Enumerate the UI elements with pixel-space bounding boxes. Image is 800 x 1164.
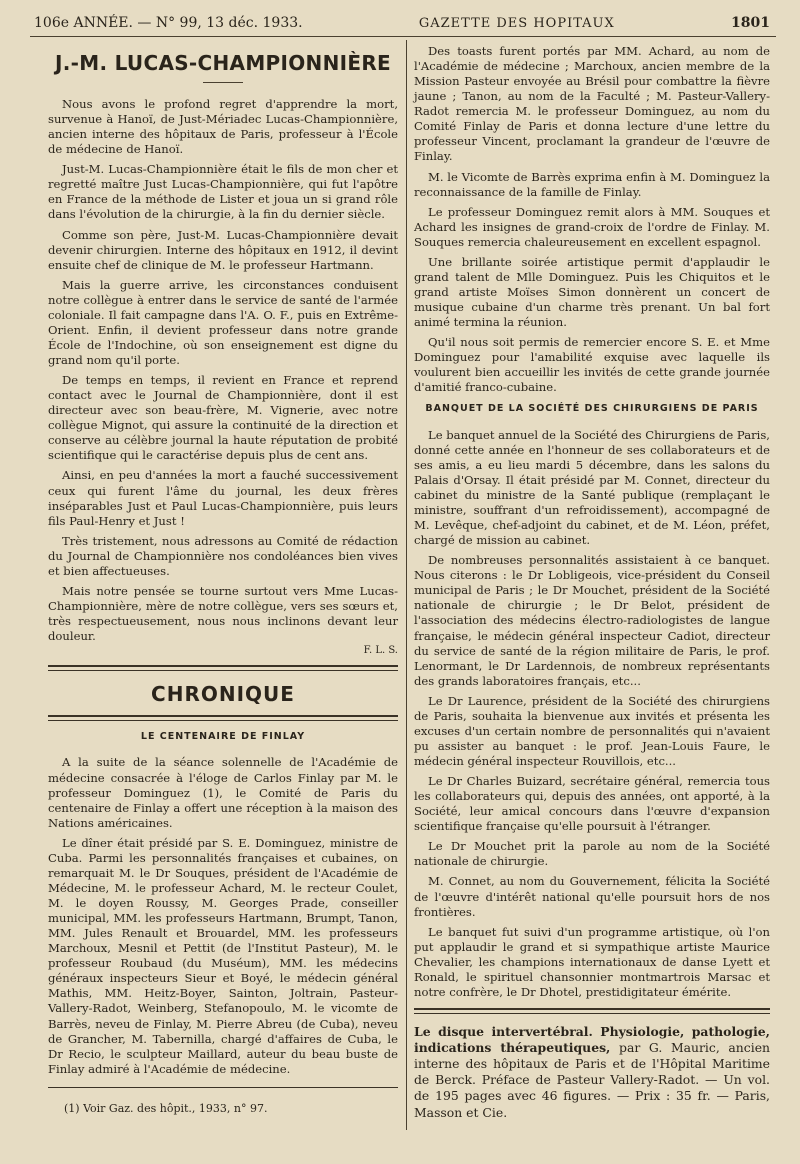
book-title: Le disque intervertébral. Physiologie, pathologie, indications thérapeutiques, xyxy=(414,1023,770,1056)
finlay-paragraph: Des toasts furent portés par MM. Achard, au nom de l'Académie de médecine ; Marchoux, ancien membre de la Mission Pasteur envoyée au Brésil pour combattre la fièvre jaune ; Tanon, au nom de la Faculté ; M. Pasteur-Vallery-Radot remercia M. le professeur Dominguez, au nom du Comité Finlay de Paris et donna lecture d'une lettre du professeur Vincent, proclamant la grandeur de l'œuvre de Finlay. xyxy=(414,44,770,164)
obit-paragraph: Mais la guerre arrive, les circonstances conduisent notre collègue à entrer dans le service de santé de l'armée coloniale. Il fait campagne dans l'A. O. F., puis en Extrême-Orient. Enfin, il devient professeur dans notre grande École de l'Indochine, où son enseignement est digne du grand nom qu'il porte. xyxy=(48,277,398,367)
section-rule xyxy=(414,1008,770,1014)
left-column xyxy=(48,44,398,1116)
finlay-paragraph: Qu'il nous soit permis de remercier encore S. E. et Mme Dominguez pour l'amabilité exquise avec laquelle ils voulurent bien accueillir les invités de cette grande journée d'amitié franco-cubaine. xyxy=(414,335,770,395)
obituary-title: J.-M. LUCAS-CHAMPIONNIÈRE xyxy=(55,51,391,75)
finlay-heading: LE CENTENAIRE DE FINLAY xyxy=(140,731,306,743)
issue-info: 106e ANNÉE. — N° 99, 13 déc. 1933. xyxy=(34,15,303,31)
column-divider xyxy=(406,40,407,1130)
obit-paragraph: Ainsi, en peu d'années la mort a fauché successivement ceux qui furent l'âme du journal, les deux frères inséparables Just et Paul Lucas-Championnière, puis leurs fils Paul-Henry et Just ! xyxy=(48,468,398,528)
finlay-paragraph: A la suite de la séance solennelle de l'Académie de médecine consacrée à l'éloge de Carlos Finlay par M. le professeur Dominguez (1), le Comité de Paris du centenaire de Finlay a offert une réception à la maison des Nations américaines. xyxy=(48,755,398,830)
banquet-paragraph: M. Connet, au nom du Gouvernement, félicita la Société de l'œuvre d'intérêt national qu'elle poursuit hors de nos frontières. xyxy=(414,874,770,919)
finlay-paragraph: Le professeur Dominguez remit alors à MM. Souques et Achard les insignes de grand-croix de l'ordre de Finlay. M. Souques remercia chaleureusement en excellent espagnol. xyxy=(414,204,770,249)
banquet-paragraph: De nombreuses personnalités assistaient à ce banquet. Nous citerons : le Dr Lobligeois, vice-président du Conseil municipal de Paris ; le Dr Mouchet, président de la Société nationale de chirurgie ; le Dr Belot, président de l'association des médecins électro-radiologistes de langue française, le médecin général inspecteur Cadiot, directeur du service de santé de la région militaire de Paris, le prof. Lenormant, le Dr Lardennois, de nombreux représentants des grands laboratoires français, etc... xyxy=(414,553,770,688)
obit-paragraph: Mais notre pensée se tourne surtout vers Mme Lucas-Championnière, mère de notre collègue, vers ses sœurs et, très respectueusement, nous nous inclinons devant leur douleur. xyxy=(48,583,398,644)
right-column xyxy=(414,44,770,1121)
obit-paragraph: Comme son père, Just-M. Lucas-Championnière devait devenir chirurgien. Interne des hôpitaux en 1912, il devint ensuite chef de clinique de M. le professeur Hartmann. xyxy=(48,227,398,272)
footnote: (1) Voir Gaz. des hôpit., 1933, n° 97. xyxy=(64,1101,268,1115)
banquet-paragraph: Le banquet annuel de la Société des Chirurgiens de Paris, donné cette année en l'honneur de ses collaborateurs et de ses amis, a eu lieu mardi 5 décembre, dans les salons du Palais d'Orsay. Il était présidé par M. Connet, directeur du cabinet du ministre de la Santé publique (remplaçant le ministre, souffrant d'un refroidissement), accompagné de M. Levêque, chef-adjoint du cabinet, et de M. Léon, préfet, chargé de mission au cabinet. xyxy=(414,427,770,548)
finlay-paragraph: Le dîner était présidé par S. E. Dominguez, ministre de Cuba. Parmi les personnalités françaises et cubaines, on remarquait M. le Dr Souques, président de l'Académie de Médecine, M. le professeur Achard, M. le recteur Coulet, M. le doyen Roussy, M. Georges Prade, conseiller municipal, MM. les professeurs Hartmann, Brumpt, Tanon, MM. Jules Renault et Brouardel, MM. les professeurs Marchoux, Mesnil et Pettit (de l'Institut Pasteur), M. le professeur Roubaud (du Muséum), MM. les médecins généraux inspecteurs Sieur et Boyé, le médecin général Mathis, MM. Heitz-Boyer, Sainton, Joltrain, Pasteur-Vallery-Radot, Weinberg, Stefanopoulo, M. le vicomte de Barrès, neveu de Finlay, M. Pierre Abreu (de Cuba), neveu de Grancher, M. Tabernilla, chargé d'affaires de Cuba, le Dr Recio, le sculpteur Maillard, auteur du beau buste de Finlay admiré à l'Académie de médecine. xyxy=(48,835,398,1076)
title-ornament xyxy=(203,82,243,83)
finlay-paragraph: M. le Vicomte de Barrès exprima enfin à M. Dominguez la reconnaissance de la famille de Finlay. xyxy=(414,169,770,199)
obituary-signature: F. L. S. xyxy=(363,645,398,657)
book-details: par G. Mauric, ancien interne des hôpitaux de Paris et de l'Hôpital Maritime de Berck. Préface de Pasteur Vallery-Radot. — Un vol. de 195 pages avec 46 figures. — Prix : 35 fr. — Paris, Masson et Cie. xyxy=(414,1040,771,1120)
obit-paragraph: Nous avons le profond regret d'apprendre la mort, survenue à Hanoï, de Just-Mériadec Lucas-Championnière, ancien interne des hôpitaux de Paris, professeur à l'École de médecine de Hanoï. xyxy=(48,97,398,157)
chronicle-heading: CHRONIQUE xyxy=(151,682,295,707)
page-number: 1801 xyxy=(731,15,770,31)
banquet-paragraph: Le Dr Laurence, président de la Société des chirurgiens de Paris, souhaita la bienvenue aux invités et présenta les excuses d'un certain nombre de personnalités qui n'avaient pu assister au banquet : le prof. Jean-Louis Faure, le médecin général inspecteur Rouvillois, etc... xyxy=(414,693,770,769)
publication-name: GAZETTE DES HOPITAUX xyxy=(418,15,615,31)
book-notice xyxy=(414,1024,770,1121)
finlay-paragraph: Une brillante soirée artistique permit d'applaudir le grand talent de Mlle Dominguez. Puis les Chiquitos et le grand artiste Moïses Simon donnèrent un concert de musique cubaine d'un charme très prenant. Un bal fort animé termina la réunion. xyxy=(414,254,770,330)
banquet-paragraph: Le Dr Mouchet prit la parole au nom de la Société nationale de chirurgie. xyxy=(414,839,770,869)
banquet-paragraph: Le banquet fut suivi d'un programme artistique, où l'on put applaudir le grand et si sympathique artiste Maurice Chevalier, les champions internationaux de danse Lyett et Ronald, le spirituel chansonnier montmartrois Marsac et notre confrère, le Dr Dhotel, prestidigitateur émérite. xyxy=(414,924,770,999)
footnote-rule xyxy=(48,1087,398,1088)
obit-paragraph: Just-M. Lucas-Championnière était le fils de mon cher et regretté maître Just Lucas-Championnière, qui fut l'apôtre en France de la méthode de Lister et joua un si grand rôle dans l'évolution de la chirurgie, à la fin du dernier siècle. xyxy=(48,162,398,222)
obit-paragraph: De temps en temps, il revient en France et reprend contact avec le Journal de Championnière, dont il est directeur avec son beau-frère, M. Vignerie, avec notre collègue Mignot, qui assure la continuité de la direction et conserve au célèbre journal la haute réputation de probité scientifique qui le caractérise depuis plus de cent ans. xyxy=(48,373,398,463)
page-header xyxy=(34,12,770,34)
section-rule xyxy=(48,715,398,721)
banquet-heading: BANQUET DE LA SOCIÉTÉ DES CHIRURGIENS DE PARIS xyxy=(425,403,759,415)
obit-paragraph: Très tristement, nous adressons au Comité de rédaction du Journal de Championnière nos condoléances bien vives et bien affectueuses. xyxy=(48,533,398,578)
banquet-paragraph: Le Dr Charles Buizard, secrétaire général, remercia tous les collaborateurs qui, depuis des années, ont apporté, à la Société, leur amical concours dans l'œuvre d'expansion scientifique française qu'elle poursuit à l'étranger. xyxy=(414,774,770,834)
header-rule xyxy=(30,36,776,37)
section-rule xyxy=(48,665,398,671)
